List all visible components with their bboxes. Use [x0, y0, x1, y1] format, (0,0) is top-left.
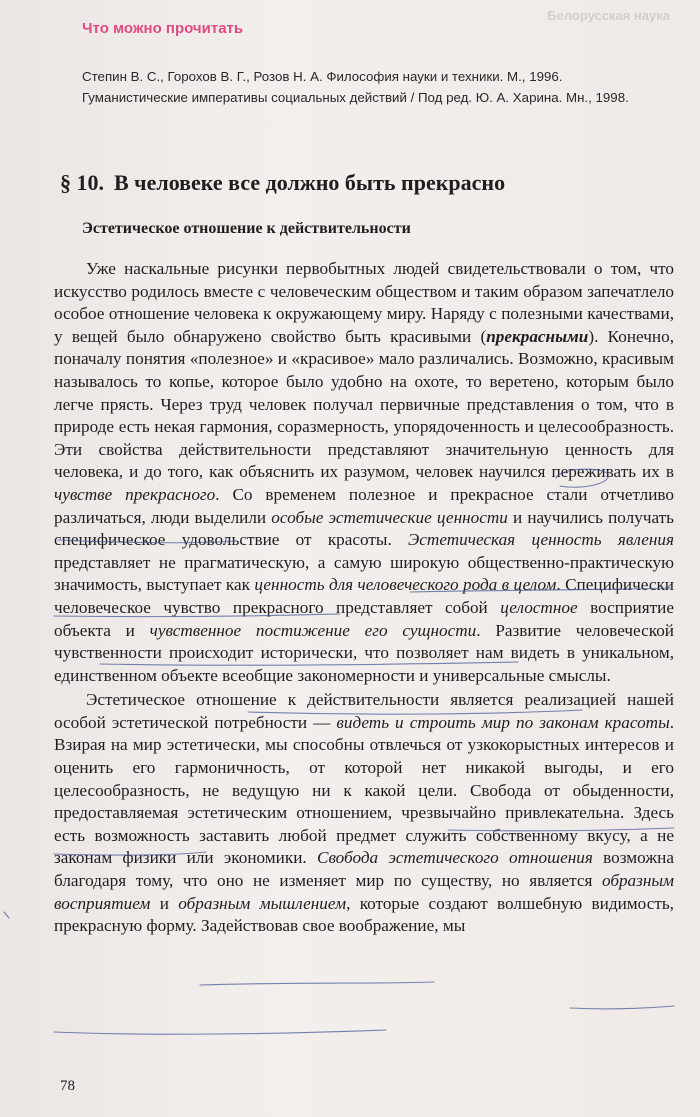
pen-strike	[200, 982, 434, 985]
italic-term: Свобода эстетического отношения	[316, 848, 593, 868]
italic-term: целостное	[500, 597, 578, 617]
text-run: Эстетическое отношение к действительности является реализацией нашей особой эстетической потребности —	[54, 690, 674, 732]
italic-term: ценность для человеческого рода в целом	[254, 575, 557, 595]
reading-list	[60, 66, 670, 108]
text-run: представляет не прагматическую, а самую широкую общественно-практическую значимость, выступает как	[54, 552, 674, 595]
page-number: 78	[60, 1078, 75, 1094]
pen-underline	[570, 1006, 674, 1009]
bleed-through-text: Белорусская наука	[547, 8, 670, 23]
text-run: Уже наскальные рисунки первобытных людей свидетельствовали о том, что искусство родилось вместе с человеческим обществом и таким образом запечатлело особое отношение человека к окружающему миру. Наряду с полезными качествами, у вещей было обнаружено свойство быть красивыми (	[54, 259, 674, 346]
pen-underline	[54, 1030, 386, 1034]
text-run: и научились получать специфическое удовольствие от красоты.	[54, 507, 674, 550]
section-heading: В человеке все должно быть прекрасно	[114, 170, 506, 195]
section-number: § 10.	[60, 170, 104, 195]
text-run: . Развитие человеческой чувственности происходит исторически, что позволяет нам видеть в уникальном, единственном объекте всеобщие закономерности и универсальные смыслы.	[54, 620, 674, 685]
text-run: . Со временем полезное и прекрасное стали отчетливо различаться, люди выделили	[54, 484, 674, 527]
section-title	[60, 170, 505, 196]
text-run: и	[150, 893, 179, 913]
reference-item: Гуманистические императивы социальных действий / Под ред. Ю. А. Харина. Мн., 1998.	[82, 90, 629, 105]
paragraph	[54, 689, 674, 938]
text-run: ). Конечно, поначалу понятия «полезное» и «красивое» мало различались. Возможно, красивым называлось то копье, которое было удобно на охоте, то веретено, которым было легче прясть. Через труд человек получал первичные представления о том, что в природе есть некая гармония, соразмерность, упорядоченность и целесообразность. Эти свойства действительности представляют значительную ценность для человека, и до того, как объяснить их разумом, человек научился переживать их в	[54, 326, 674, 482]
italic-term: образным восприятием	[54, 871, 674, 913]
paragraph	[54, 258, 674, 687]
bold-italic-term: прекрасными	[486, 326, 589, 346]
italic-term: образным мышлением	[178, 893, 347, 913]
text-run: , которые создают волшебную видимость, прекрасную форму. Задействовав свое воображение, мы	[54, 893, 674, 936]
italic-term: особые эстетические ценности	[271, 507, 508, 527]
text-run: восприятие объекта и	[54, 597, 674, 640]
italic-term: чувственное постижение его сущности	[149, 620, 477, 640]
italic-term: чувстве прекрасного	[54, 484, 216, 504]
text-run: . Специфически человеческое чувство прекрасного представляет собой	[54, 575, 674, 617]
italic-term: Эстетическая ценность явления	[408, 530, 674, 550]
text-run: . Взирая на мир эстетически, мы способны отвлечься от узкокорыстных интересов и оценить его гармоничность, от которой нет никакой выгоды, и его целесообразность, не ведущую ни к какой цели. Свобода от обыденности, предоставляемая эстетическим отношением, чрезвычайно привлекательна. Здесь есть возможность заставить любой предмет служить собственному вкусу, а не законам физики или экономики.	[54, 712, 675, 868]
subsection-title: Эстетическое отношение к действительности	[82, 220, 411, 237]
body-text	[54, 258, 674, 938]
reference-item: Степин В. С., Горохов В. Г., Розов Н. А. Философия науки и техники. М., 1996.	[82, 69, 563, 84]
italic-term: видеть и строить мир по законам красоты	[336, 712, 670, 732]
page-header: Что можно прочитать	[82, 20, 244, 37]
text-run: возможна благодаря тому, что оно не изменяет мир по существу, но является	[54, 848, 674, 891]
pen-margin-tick	[4, 912, 9, 918]
